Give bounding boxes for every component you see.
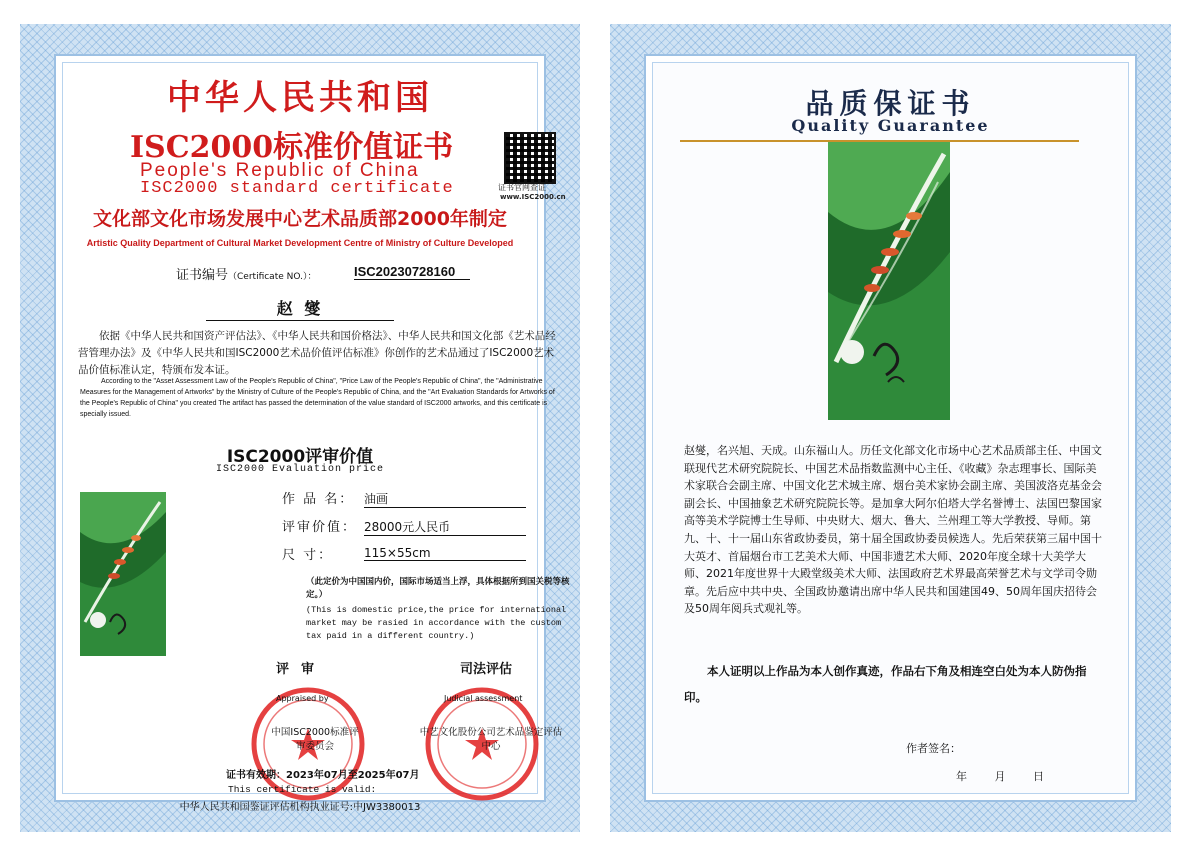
certificate-left — [20, 24, 580, 832]
judicial-assessment: Judicial assessment — [444, 694, 523, 703]
artwork-thumbnail — [80, 492, 166, 656]
department-cn: 文化部文化市场发展中心艺术品质部2000年制定 — [93, 208, 507, 230]
artist-name: 赵 燮 — [276, 299, 324, 318]
department-en: Artistic Quality Department of Cultural Market Development Centre of Ministry of Culture Developed — [86, 238, 514, 248]
title-en-line1: People's Republic of China — [140, 160, 420, 181]
title-isc: ISC2000标准价值证书 — [130, 130, 454, 165]
quality-title-cn: 品质保证书 — [805, 87, 976, 120]
license-number: 中华人民共和国鉴证评估机构执业证号:中JW3380013 — [179, 802, 421, 813]
price-note-cn: （此定价为中国国内价，国际市场适当上浮，具体根据所到国关税等核定。） — [306, 577, 570, 600]
price-note-en: (This is domestic price,the price for international market may be rasied in accordance with the custom tax paid in a different country.) — [306, 605, 567, 641]
quality-title-en: Quality Guarantee — [791, 116, 990, 135]
evaluation-value-label: 评审价值： — [282, 520, 358, 535]
evaluation-title: ISC2000评审价值 — [226, 447, 374, 467]
date-label: 年 月 日 — [956, 770, 1056, 783]
appraised-by: Appraised by — [276, 694, 329, 703]
certificate-number-label-en: （Certificate NO.）： — [228, 272, 317, 282]
certificate-number-label-cn: 证书编号 — [176, 268, 229, 283]
size-value: 115×55cm — [364, 546, 526, 561]
signature-label: 作者签名： — [906, 742, 961, 755]
size-label: 尺 寸： — [282, 548, 334, 563]
certificate-number-label — [176, 264, 316, 283]
artist-biography: 赵燮，名兴旭、天成。山东福山人。历任文化部文化市场中心艺术品质部主任、中国文联现代艺术研究院院长、中国艺术品指数监测中心主任、《收藏》杂志理事长、国际美术家联合会副主席、中国文化艺术城主席、烟台美术家协会副主席、美国波洛克基金会副会长、中国抽象艺术研究院院长等。是加拿大阿尔伯塔大学名誉博士、法国巴黎国家高等美术学院博士生导师、中央财大、烟大、鲁大、兰州理工等大学教授、导师。第九、十、十一届山东省政协委员，第十届全国政协委员候选人。先后荣获第三届中国十大英才、首届烟台市工艺美术大师、中国非遗艺术大师、2020年度全球十大美学大师、2021年度世界十大殿堂级美术大师、法国政府艺术界最高荣誉艺术与文学司令勋章。先后应中共中央、全国政协邀请出席中华人民共和国建国49、50周年国庆招待会及50周年阅兵式观礼等。 — [684, 444, 1102, 616]
certificate-right — [610, 24, 1171, 832]
judicial-label: 司法评估 — [460, 662, 513, 677]
artwork-name-label: 作 品 名： — [282, 492, 355, 507]
qr-url: www.ISC2000.cn — [500, 193, 566, 201]
validity-en: This certificate is valid: — [228, 784, 377, 795]
review-organization: 中国ISC2000标准评审委员会 — [271, 727, 359, 752]
authenticity-statement: 本人证明以上作品为本人创作真迹，作品右下角及相连空白处为本人防伪指印。 — [684, 664, 1087, 704]
statement-cn: 依据《中华人民共和国资产评估法》、《中华人民共和国价格法》、中华人民共和国文化部《艺术品经营管理办法》及《中华人民共和国ISC2000艺术品价值评估标准》你创作的艺术品通过了ISC2000艺术品价值标准认定，特颁布发本证。 — [78, 330, 556, 376]
artwork-name-value: 油画 — [364, 490, 526, 508]
validity-period: 证书有效期：2023年07月至2025年07月 — [226, 770, 420, 781]
title-en-line2: ISC2000 standard certificate — [140, 179, 454, 198]
qr-label: 证书官网查证 — [498, 183, 546, 192]
title-cn: 中华人民共和国 — [167, 78, 433, 118]
judicial-organization: 中艺文化股份公司艺术品鉴定评估中心 — [419, 727, 563, 752]
artwork-image — [828, 142, 950, 420]
evaluation-subtitle: ISC2000 Evaluation price — [215, 464, 385, 475]
statement-en: According to the "Asset Assessment Law of the People's Republic of China", "Price Law of the People's Republic of China", the "Administrative Measures for the Management of Artworks" by the Ministry of Culture of the People's Republic of China, and the "Art Evaluation Standards for Artworks of the People's Republic of China" you created The artifact has passed the determination of the value standard of ISC2000 artworks, and this certificate is specially issued. — [80, 378, 555, 418]
artist-name-underline — [206, 320, 394, 321]
qr-code-icon[interactable] — [504, 132, 556, 184]
evaluation-value: 28000元人民币 — [364, 518, 526, 536]
certificate-number-value: ISC20230728160 — [354, 264, 470, 280]
review-label: 评审 — [276, 662, 327, 677]
